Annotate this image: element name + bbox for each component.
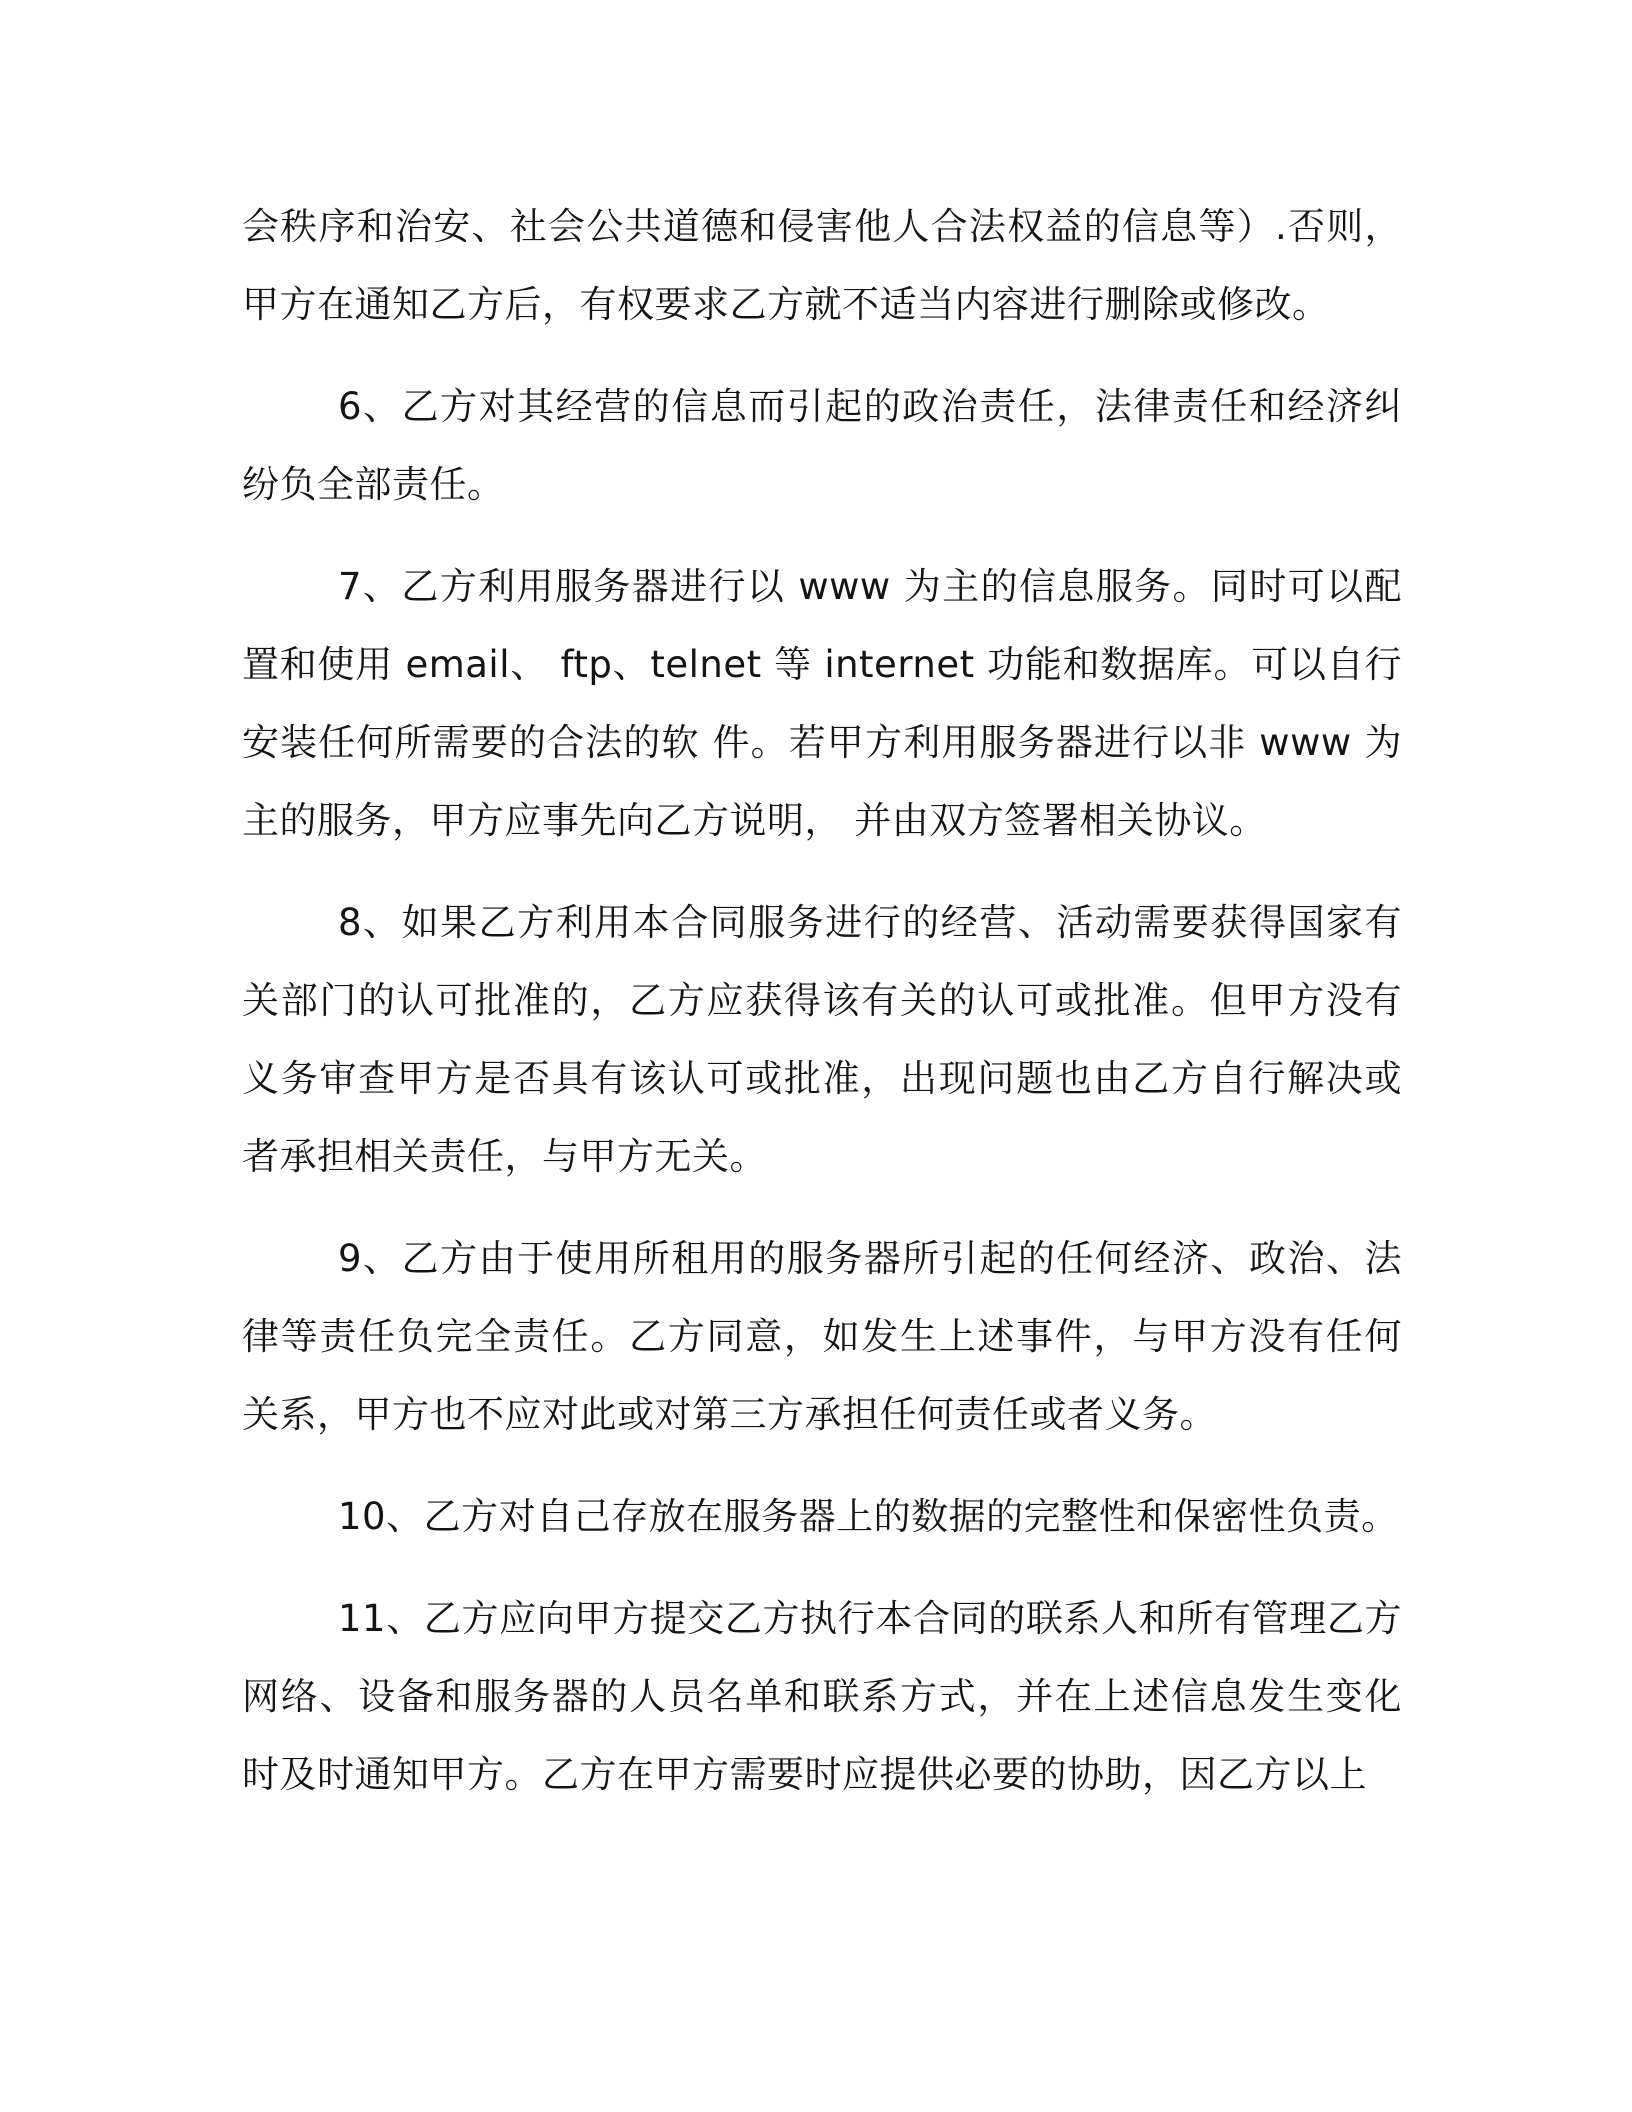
paragraph-clause-7: 7、乙方利用服务器进行以 www 为主的信息服务。同时可以配置和使用 email、 ftp、telnet 等 internet 功能和数据库。可以自行安装任何所需要的合法的软 件。若甲方利用服务器进行以非 www 为主的服务，甲方应事先向乙方说明， 并由双方签署相关协议。 — [242, 565, 1402, 842]
paragraph-clause-11: 11、乙方应向甲方提交乙方执行本合同的联系人和所有管理乙方网络、设备和服务器的人员名单和联系方式，并在上述信息发生变化时及时通知甲方。乙方在甲方需要时应提供必要的协助，因乙方以上 — [242, 1597, 1402, 1796]
document-body — [242, 188, 1402, 1838]
paragraph-continued: 会秩序和治安、社会公共道德和侵害他人合法权益的信息等）.否则，甲方在通知乙方后，有权要求乙方就不适当内容进行删除或修改。 — [242, 205, 1402, 326]
paragraph-clause-8: 8、如果乙方利用本合同服务进行的经营、活动需要获得国家有关部门的认可批准的，乙方应获得该有关的认可或批准。但甲方没有义务审查甲方是否具有该认可或批准，出现问题也由乙方自行解决或者承担相关责任，与甲方无关。 — [242, 901, 1402, 1178]
paragraph-clause-6: 6、乙方对其经营的信息而引起的政治责任，法律责任和经济纠纷负全部责任。 — [242, 385, 1402, 506]
paragraph-clause-10: 10、乙方对自己存放在服务器上的数据的完整性和保密性负责。 — [338, 1495, 1399, 1538]
paragraph-clause-9: 9、乙方由于使用所租用的服务器所引起的任何经济、政治、法律等责任负完全责任。乙方同意，如发生上述事件，与甲方没有任何关系，甲方也不应对此或对第三方承担任何责任或者义务。 — [242, 1237, 1402, 1436]
